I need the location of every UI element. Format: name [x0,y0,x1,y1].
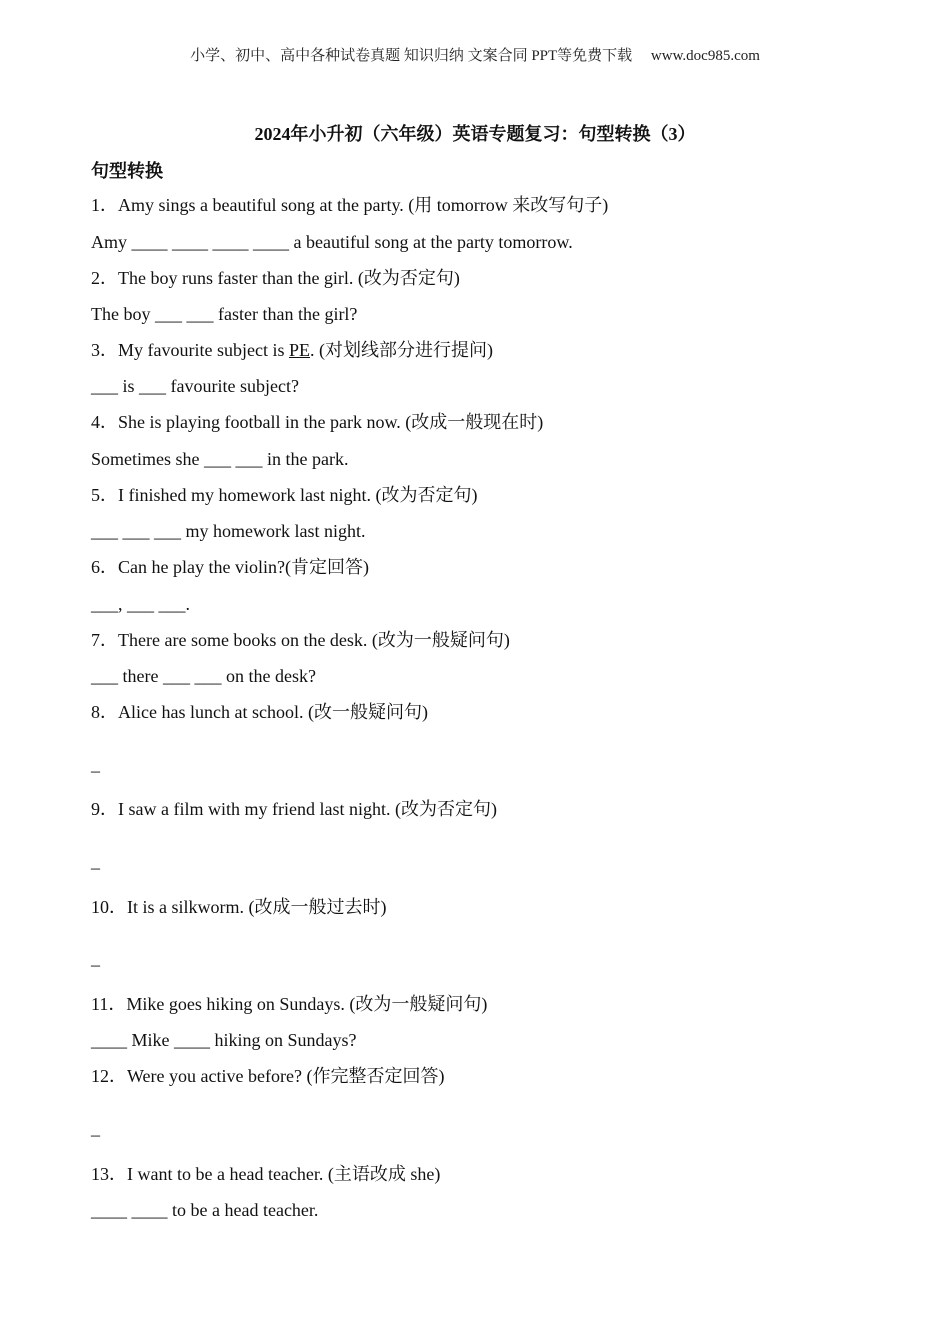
question-11-prompt: 11．Mike goes hiking on Sundays. (改为一般疑问句) [91,994,488,1014]
question-2-answer: The boy ___ ___ faster than the girl? [91,304,358,324]
question-2-prompt: 2．The boy runs faster than the girl. (改为否定句) [91,268,460,288]
question-10-answer: _ [91,948,100,968]
question-4-answer: Sometimes she ___ ___ in the park. [91,449,349,469]
question-5-answer: ___ ___ ___ my homework last night. [91,521,366,541]
question-7-answer: ___ there ___ ___ on the desk? [91,666,316,686]
page-header: 小学、初中、高中各种试卷真题 知识归纳 文案合同 PPT等免费下载 www.doc985.com [190,48,760,64]
question-13-prompt: 13．I want to be a head teacher. (主语改成 she) [91,1164,441,1184]
question-10-prompt: 10．It is a silkworm. (改成一般过去时) [91,897,387,917]
question-9-answer: _ [91,851,100,871]
question-12-answer: _ [91,1118,100,1138]
question-5-prompt: 5．I finished my homework last night. (改为否定句) [91,485,478,505]
question-3-prompt-end: . (对划线部分进行提问) [309,340,493,360]
question-8-answer: _ [91,754,100,774]
question-12-prompt: 12．Were you active before? (作完整否定回答) [91,1066,445,1086]
question-3-answer: ___ is ___ favourite subject? [91,376,299,396]
question-9-prompt: 9．I saw a film with my friend last night. (改为否定句) [91,799,497,819]
question-1-prompt: 1．Amy sings a beautiful song at the party. (用 tomorrow 来改写句子) [91,195,609,215]
question-6-answer: ___, ___ ___. [91,594,190,614]
document-title: 2024年小升初（六年级）英语专题复习：句型转换（3） [254,124,696,144]
question-3-underlined-word: PE [288,340,310,360]
question-11-answer: ____ Mike ____ hiking on Sundays? [91,1030,357,1050]
question-7-prompt: 7．There are some books on the desk. (改为一般疑问句) [91,630,510,650]
question-3-prompt-start: 3．My favourite subject is [91,340,289,360]
question-6-prompt: 6．Can he play the violin?(肯定回答) [91,557,369,577]
question-1-answer: Amy ____ ____ ____ ____ a beautiful song at the party tomorrow. [91,232,573,252]
question-4-prompt: 4．She is playing football in the park now. (改成一般现在时) [91,412,544,432]
question-3-prompt [91,338,493,362]
section-heading: 句型转换 [91,161,163,181]
question-13-answer: ____ ____ to be a head teacher. [91,1200,319,1220]
question-8-prompt: 8．Alice has lunch at school. (改一般疑问句) [91,702,428,722]
